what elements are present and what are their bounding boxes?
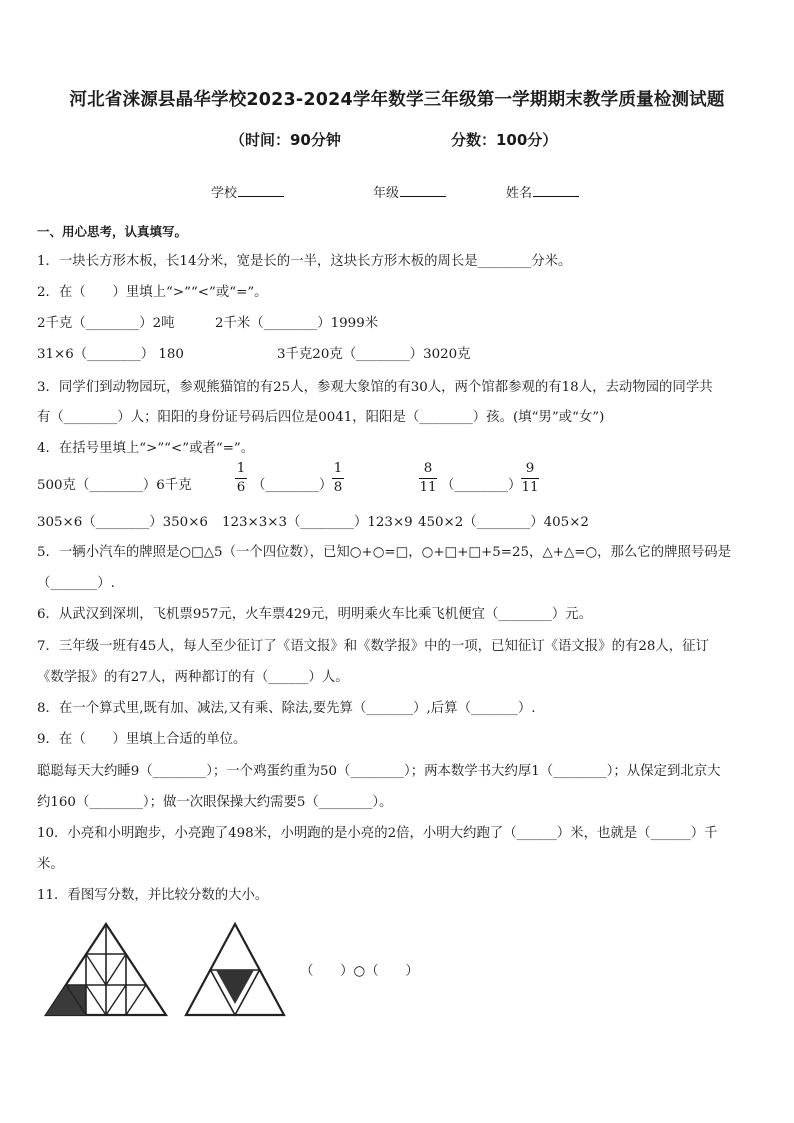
section-1-heading: 一、用心思考，认真填写。 [37,224,188,239]
grade-blank[interactable] [400,184,446,197]
question-9-line-2: 约160（________）；做一次眼保操大约需要5（________）。 [37,795,393,810]
fraction-denominator: 11 [419,480,437,495]
exam-title: 河北省涞源县晶华学校2023-2024学年数学三年级第一学期期末教学质量检测试题 [69,90,725,110]
q2-item-3: 31×6（________） 180 [37,347,184,362]
fraction-denominator: 8 [333,480,343,495]
grade-field[interactable] [373,182,446,201]
question-6: 6．从武汉到深圳，飞机票957元，火车票429元，明明乘火车比乘飞机便宜（________）元。 [37,607,593,622]
fraction-1-8 [332,461,344,496]
question-7-line-2: 《数学报》的有27人，两种都订的有（______）人。 [37,670,349,685]
fraction-numerator: 8 [423,461,433,476]
name-label: 姓名 [506,186,533,201]
exam-score: 分数：100分） [451,131,558,149]
question-4: 4．在括号里填上“>”“<”或者“=”。 [37,441,255,456]
fraction-numerator: 1 [236,461,246,476]
question-9: 9．在（ ）里填上合适的单位。 [37,732,247,747]
fraction-8-11 [419,461,437,496]
fraction-9-11 [521,461,539,496]
q4-item-6: 450×2（________）405×2 [418,515,589,530]
q4-item-5: 123×3×3（________）123×9 [222,515,413,530]
fraction-bar [419,478,437,479]
triangle-figure-right [182,920,288,1020]
q4-item-1: 500克（________）6千克 [37,478,192,493]
fraction-denominator: 11 [521,480,539,495]
question-3-line-1: 3．同学们到动物园玩，参观熊猫馆的有25人，参观大象馆的有30人，两个馆都参观的有18人，去动物园的同学共 [37,380,713,395]
question-2: 2．在（ ）里填上“>”“<”或“=”。 [37,285,268,300]
question-5-line-1: 5．一辆小汽车的牌照是○□△5（一个四位数），已知○+○=□，○+□+□+5=25，△+△=○，那么它的牌照号码是 [37,545,732,560]
question-7-line-1: 7．三年级一班有45人，每人至少征订了《语文报》和《数学报》中的一项，已知征订《语文报》的有28人，征订 [37,639,709,654]
school-field[interactable] [211,182,284,201]
school-label: 学校 [211,186,238,201]
triangle-figure-left [40,920,172,1020]
q11-compare: （ ）○（ ） [300,964,419,979]
question-9-line-1: 聪聪每天大约睡9（________）；一个鸡蛋约重为50（________）；两本数学书大约厚1（________）；从保定到北京大 [37,764,721,779]
school-blank[interactable] [238,184,284,197]
fraction-numerator: 9 [525,461,535,476]
q4-blank-1: （________） [252,478,333,493]
q4-blank-2: （________） [441,478,522,493]
grade-label: 年级 [373,186,400,201]
question-5-line-2: （_______）. [37,576,115,591]
q2-item-4: 3千克20克（________）3020克 [277,347,471,362]
name-blank[interactable] [533,184,579,197]
fraction-bar [521,478,539,479]
fraction-denominator: 6 [236,480,246,495]
question-1: 1．一块长方形木板，长14分米，宽是长的一半，这块长方形木板的周长是________分米。 [37,254,572,269]
name-field[interactable] [506,182,579,201]
q4-item-4: 305×6（________）350×6 [37,515,208,530]
question-3-line-2: 有（________）人；阳阳的身份证号码后四位是0041，阳阳是（________）孩。(填“男”或“女”) [37,410,605,425]
fraction-numerator: 1 [333,461,343,476]
question-10-line-1: 10．小亮和小明跑步，小亮跑了498米，小明跑的是小亮的2倍，小明大约跑了（______）米，也就是（______）千 [37,826,718,841]
fraction-1-6 [235,461,247,496]
q2-item-2: 2千米（________）1999米 [215,316,379,331]
q2-item-1: 2千克（________）2吨 [37,316,175,331]
fraction-bar [332,478,344,479]
exam-time: （时间：90分钟 [230,131,341,149]
question-11: 11．看图写分数，并比较分数的大小。 [37,888,269,903]
fraction-bar [235,478,247,479]
question-10-line-2: 米。 [37,857,64,872]
question-8: 8．在一个算式里,既有加、减法,又有乘、除法,要先算（_______）,后算（_______）. [37,701,536,716]
